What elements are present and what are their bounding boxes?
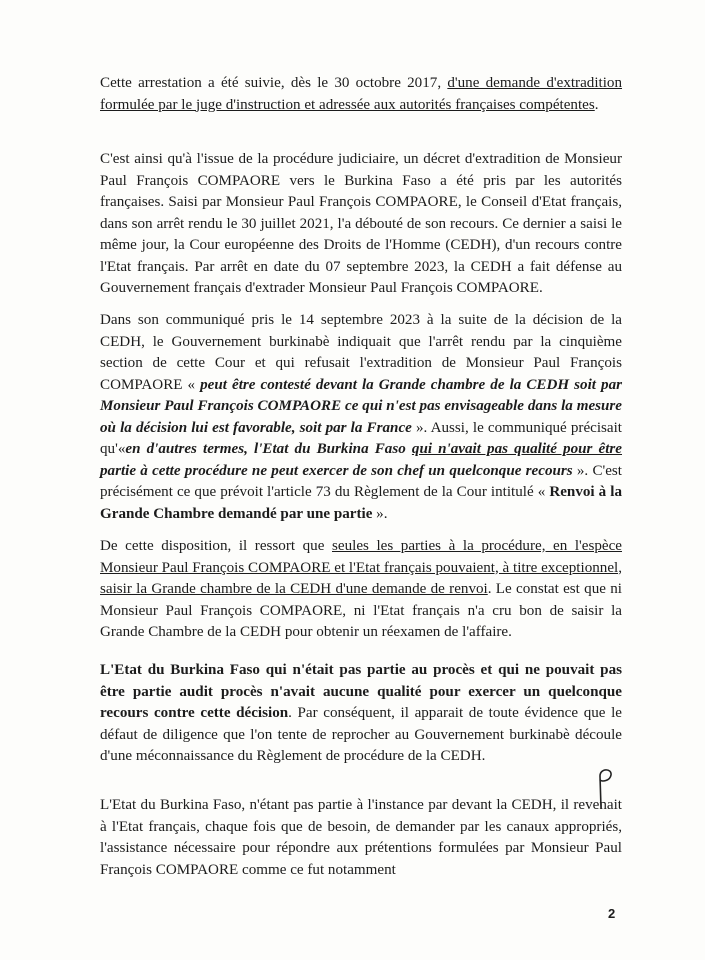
paragraph-communique — [100, 310, 622, 525]
text-span: Cette arrestation a été suivie, dès le 30 octobre 2017, — [100, 75, 448, 91]
text-span: . Par conséquent, il apparait de toute évidence que le défaut de diligence que l'on tente de reprocher au Gouvernement burkinabè découle d'une méconnaissance du Règlement de procédure de la CEDH. — [100, 705, 622, 764]
paragraph-extradition-decree: C'est ainsi qu'à l'issue de la procédure judiciaire, un décret d'extradition de Monsieur Paul François COMPAORE vers le Burkina Faso a été pris par les autorités françaises. Saisi par Monsieur Paul François COMPAORE, le Conseil d'Etat français, dans son arrêt rendu le 30 juillet 2021, l'a débouté de son recours. Ce dernier a saisi le même jour, la Cour européenne des Droits de l'Homme (CEDH), d'un recours contre l'Etat français. Par arrêt en date du 07 septembre 2023, la CEDH a fait défense au Gouvernement français d'extrader Monsieur Paul François COMPAORE. — [100, 151, 622, 296]
handwritten-mark-icon — [588, 766, 618, 810]
text-span: . Le constat est que ni Monsieur Paul François COMPAORE, ni l'Etat français n'a cru bon de saisir la Grande Chambre de la CEDH pour obtenir un réexamen de l'affaire. — [100, 581, 622, 640]
bold-statement: L'Etat du Burkina Faso qui n'était pas partie au procès et qui ne pouvait pas être partie audit procès n'avait aucune qualité pour exercer un quelconque recours contre cette décision — [100, 662, 622, 721]
text-span: ». Aussi, le communiqué précisait qu'« — [100, 419, 622, 457]
bold-italic-quote: peut être contesté devant la Grande chambre de la CEDH soit par Monsieur Paul François COMPAORE ce qui n'est pas envisageable dans la mesure où la décision lui est favorable, soit par la France — [100, 376, 622, 436]
paragraph-arrestation — [100, 73, 622, 116]
text-span: ». — [372, 505, 388, 522]
paragraph-burkina-position — [100, 660, 622, 768]
text-span: ». C'est précisément ce que prévoit l'article 73 du Règlement de la Cour intitulé « — [100, 462, 622, 500]
text-span: Dans son communiqué pris le 14 septembre 2023 à la suite de la décision de la CEDH, le Gouvernement burkinabè indiquait que l'arrêt rendu par la cinquième section de cette Cour et qui refusait l'extradition de Monsieur Paul François COMPAORE « — [100, 312, 622, 393]
page-number: 2 — [608, 906, 616, 921]
paragraph-french-state: L'Etat du Burkina Faso, n'étant pas partie à l'instance par devant la CEDH, il revenait à l'Etat français, chaque fois que de besoin, de demander par les canaux appropriés, l'assistance nécessaire pour répondre aux prétentions formulées par Monsieur Paul François COMPAORE comme ce fut notamment — [100, 797, 622, 878]
bold-italic-underlined-quote: qui n'avait pas qualité pour être — [411, 441, 622, 457]
underlined-text: seules les parties à la procédure, en l'espèce Monsieur Paul François COMPAORE et l'Etat français pouvaient, à titre exceptionnel, saisir la Grande chambre de la CEDH d'une demande de renvoi — [100, 538, 622, 597]
bold-italic-quote: en d'autres termes, l'Etat du Burkina Faso — [125, 441, 412, 457]
text-span: . — [594, 96, 599, 113]
text-span: De cette disposition, il ressort que — [100, 538, 332, 554]
bold-italic-quote: partie à cette procédure ne peut exercer de son chef un quelconque recours — [100, 462, 573, 479]
paragraph-disposition — [100, 536, 622, 644]
underlined-text: d'une demande d'extradition formulée par le juge d'instruction et adressée aux autorités françaises compétentes — [100, 75, 623, 113]
article-title: Renvoi à la Grande Chambre demandé par une partie — [100, 484, 622, 522]
